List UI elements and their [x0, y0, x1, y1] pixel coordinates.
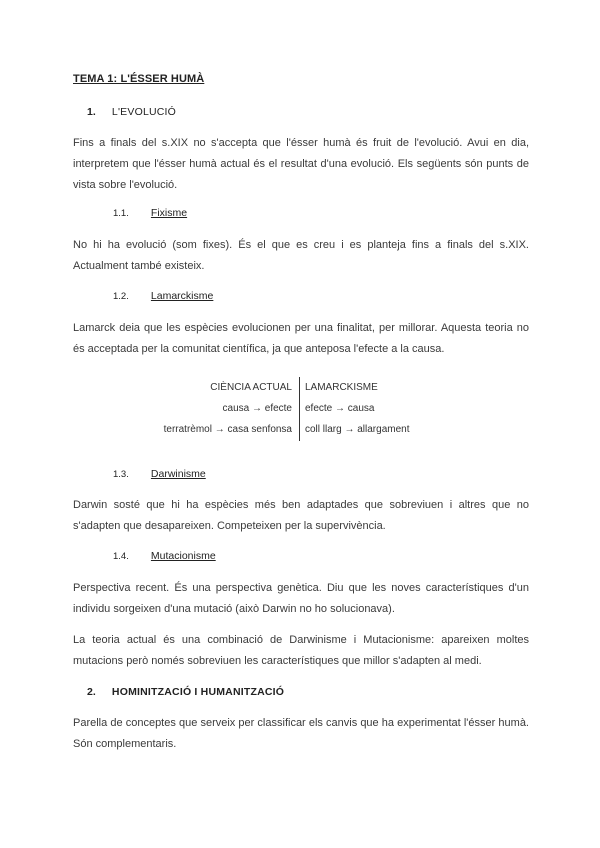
- subsection-title: Lamarckisme: [150, 290, 214, 302]
- section-title: L'EVOLUCIÓ: [111, 106, 177, 118]
- paragraph-darwinisme: Darwin sosté que hi ha espècies més ben adaptades que sobreviuen i altres que no s'adapten que desapareixen. Competeixen per la supervivència.: [73, 499, 529, 532]
- table-header-left: CIÈNCIA ACTUAL: [210, 382, 292, 393]
- subsection-title: Mutacionisme: [150, 550, 216, 562]
- section-heading-evolucio: [87, 106, 176, 118]
- paragraph-fixisme: No hi ha evolució (som fixes). És el que es creu i es planteja fins a finals del s.XIX. Actualment també existeix.: [73, 239, 529, 272]
- table-cell: causa → efecte: [222, 403, 292, 414]
- subsection-number: 1.3.: [113, 469, 129, 480]
- subsection-number: 1.1.: [113, 208, 129, 219]
- paragraph-mutacionisme-1: Perspectiva recent. És una perspectiva genètica. Diu que les noves característiques d'un individu sorgeixen d'una mutació (això Darwin no ho solucionava).: [73, 582, 529, 615]
- subsection-title: Darwinisme: [150, 468, 206, 480]
- subsection-heading-lamarckisme: [113, 290, 213, 302]
- paragraph-evolucio: Fins a finals del s.XIX no s'accepta que l'ésser humà és fruit de l'evolució. Avui en dia, interpretem que l'ésser humà actual és el resultat d'una evolució. Els següents són punts de vista sobre l'evolució.: [73, 137, 529, 191]
- section-heading-hominitzacio: [87, 686, 284, 698]
- table-column-ciencia-actual: [164, 377, 292, 440]
- section-title: HOMINITZACIÓ I HUMANITZACIÓ: [111, 686, 285, 698]
- table-cell: coll llarg → allargament: [305, 424, 410, 435]
- document-title: TEMA 1: L'ÉSSER HUMÀ: [73, 73, 205, 85]
- section-number: 2.: [87, 686, 96, 698]
- paragraph-mutacionisme-2: La teoria actual és una combinació de Darwinisme i Mutacionisme: apareixen moltes mutacions però només sobreviuen les característiques que millor s'adapten al medi.: [73, 634, 529, 667]
- section-number: 1.: [87, 106, 96, 118]
- subsection-heading-mutacionisme: [113, 550, 216, 562]
- comparison-table: [160, 377, 430, 443]
- paragraph-hominitzacio: Parella de conceptes que serveix per classificar els canvis que ha experimentat l'ésser humà. Són complementaris.: [73, 717, 529, 750]
- table-divider: [299, 377, 300, 441]
- subsection-number: 1.2.: [113, 291, 129, 302]
- table-cell: efecte → causa: [305, 403, 375, 414]
- subsection-number: 1.4.: [113, 551, 129, 562]
- subsection-heading-fixisme: [113, 207, 187, 219]
- subsection-title: Fixisme: [150, 207, 188, 219]
- table-header-right: LAMARCKISME: [305, 382, 378, 393]
- paragraph-lamarckisme: Lamarck deia que les espècies evolucionen per una finalitat, per millorar. Aquesta teoria no és acceptada per la comunitat científica, ja que antepos​a l'efecte a la causa.: [73, 322, 529, 355]
- subsection-heading-darwinisme: [113, 468, 206, 480]
- table-column-lamarckisme: [305, 377, 410, 440]
- table-cell: terratrèmol → casa senfonsa: [163, 424, 292, 435]
